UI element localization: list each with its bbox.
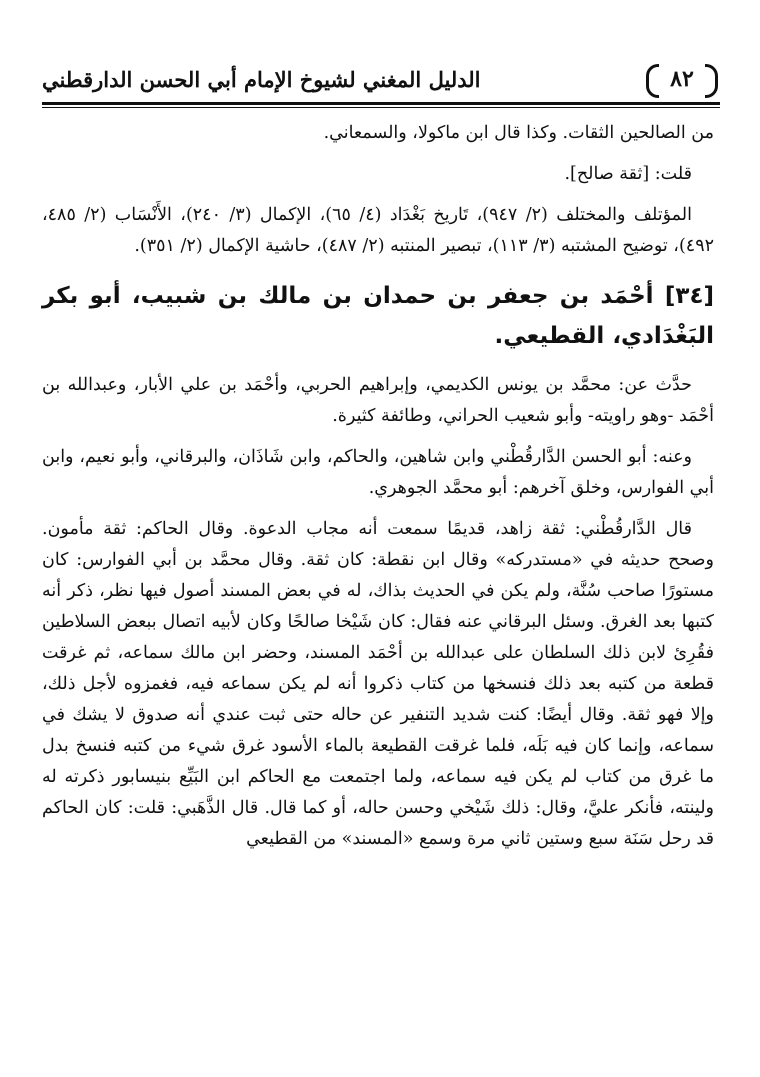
page-content xyxy=(42,118,714,855)
page-number: ٨٢ xyxy=(644,62,720,96)
header-rule-thin xyxy=(42,107,720,108)
paragraph-assessments: قال الدَّارقُطْني: ثقة زاهد، قديمًا سمعت أنه مجاب الدعوة. وقال الحاكم: ثقة مأمون. وصحح حديثه في «مستدركه» وقال ابن نقطة: كان ثقة. وقال محمَّد بن أبي الفوارس: كان مستورًا صاحب سُنَّة، ولم يكن في الحديث بذاك، له في بعض المسند أصول فيها نظر، ذكر أنه كتبها بعد الغرق. وسئل البرقاني عنه فقال: كان شَيْخا صالحًا وكان لأبيه اتصال ببعض السلاطين فقُرِئ لابن ذلك السلطان على عبدالله بن أحْمَد المسند، وحضر ابن مالك سماعه، ثم غرقت قطعة من كتبه بعد ذلك فنسخها من كتاب ذكروا أنه لم يكن سماعه فيه، فغمزوه لأجل ذلك، وإلا فهو ثقة. وقال أيضًا: كنت شديد التنفير عن حاله حتى ثبت عندي أنه صدوق لا يشك في سماعه، وإنما كان فيه بَلَه، فلما غرقت القطيعة بالماء الأسود غرق شيء من كتبه فنسخ بدل ما غرق من كتاب لم يكن فيه سماعه، ولما اجتمعت مع الحاكم ابن البَيِّع بنيسابور ذكرته له ولينته، فأنكر عليَّ، وقال: ذلك شَيْخي وحسن حاله، أو كما قال. قال الذَّهَبي: قلت: كان الحاكم قد رحل سَنَة سبع وستين ثاني مرة وسمع «المسند» من القطيعي xyxy=(42,519,714,849)
page-header xyxy=(42,58,720,100)
header-rule xyxy=(42,102,720,105)
paragraph-1: من الصالحين الثقات. وكذا قال ابن ماكولا، والسمعاني. xyxy=(323,123,714,143)
paragraph-narrators: وعنه: أبو الحسن الدَّارقُطْني وابن شاهين، والحاكم، وابن شَاذَان، والبرقاني، وأبو نعيم، وابن أبي الفوارس، وخلق آخرهم: أبو محمَّد الجوهري. xyxy=(42,447,714,498)
paragraph-2: قلت: [ثقة صالح]. xyxy=(564,164,692,184)
references-paragraph: المؤتلف والمختلف (٢/ ٩٤٧)، تَاريخ بَغْدَاد (٤/ ٦٥)، الإكمال (٣/ ٢٤٠)، الأَنْسَاب (٢/ ٤٨٥، ٤٩٢)، توضيح المشتبه (٣/ ١١٣)، تبصير المنتبه (٢/ ٤٨٧)، حاشية الإكمال (٢/ ٣٥١). xyxy=(42,205,714,256)
running-title: الدليل المغني لشيوخ الإمام أبي الحسن الدارقطني xyxy=(42,66,481,92)
paragraph-narrated-from: حدَّث عن: محمَّد بن يونس الكديمي، وإبراهيم الحربي، وأحْمَد بن علي الأبار، وعبدالله بن أحْمَد -وهو راويته- وأبو شعيب الحراني، وطائفة كثيرة. xyxy=(42,375,714,426)
entry-title: [٣٤] أحْمَد بن جعفر بن حمدان بن مالك بن شبيب، أبو بكر البَغْدَادي، القطيعي. xyxy=(42,283,714,349)
